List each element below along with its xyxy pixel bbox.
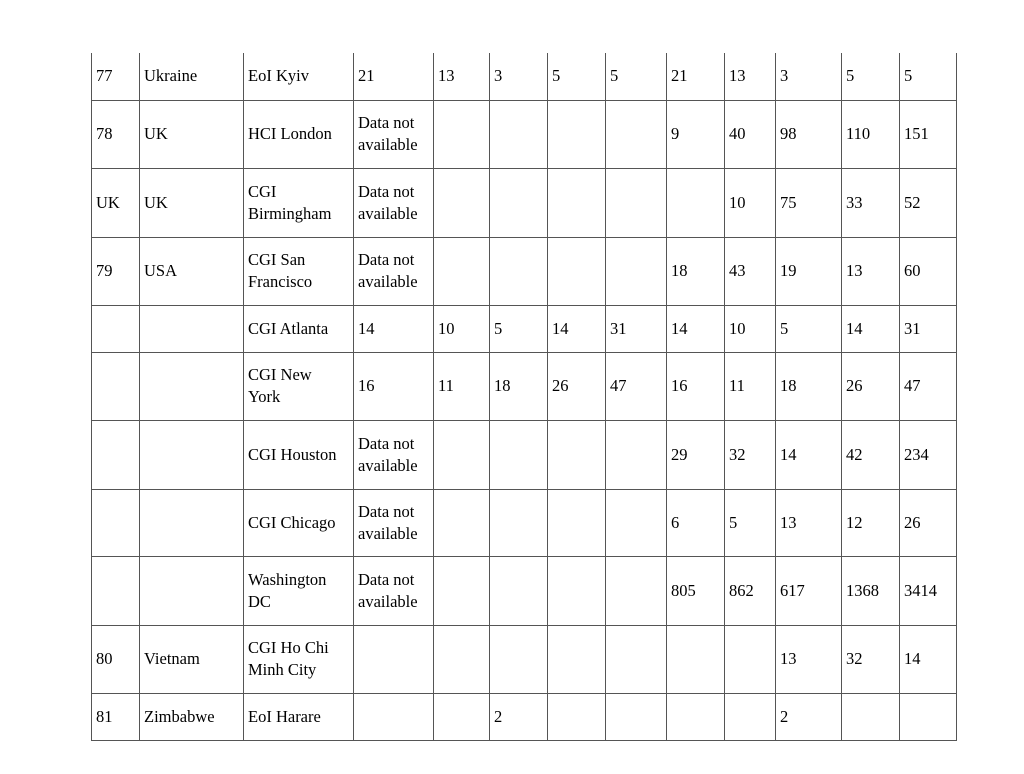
table-cell: Data not available (354, 168, 434, 237)
table-cell (548, 693, 606, 740)
table-cell (490, 168, 548, 237)
table-cell (434, 168, 490, 237)
table-cell: 5 (900, 53, 957, 100)
table-cell: 18 (667, 237, 725, 305)
table-cell (434, 489, 490, 556)
table-body (92, 53, 957, 740)
table-cell: 617 (776, 556, 842, 625)
table-cell (92, 489, 140, 556)
table-cell (490, 237, 548, 305)
table-cell: 18 (490, 352, 548, 420)
data-table (91, 53, 957, 741)
table-cell: 42 (842, 420, 900, 489)
table-cell (140, 305, 244, 352)
table-cell (92, 305, 140, 352)
table-cell: 13 (776, 625, 842, 693)
table-cell: 1368 (842, 556, 900, 625)
table-cell (606, 556, 667, 625)
table-cell (548, 420, 606, 489)
table-cell: Data not available (354, 420, 434, 489)
table-cell: 79 (92, 237, 140, 305)
table-cell (490, 489, 548, 556)
table-row (92, 352, 957, 420)
table-cell: 81 (92, 693, 140, 740)
table-cell (548, 168, 606, 237)
table-cell: 14 (548, 305, 606, 352)
table-row (92, 100, 957, 168)
table-cell (842, 693, 900, 740)
table-cell: 19 (776, 237, 842, 305)
table-row (92, 625, 957, 693)
table-cell: 21 (667, 53, 725, 100)
table-cell: 47 (900, 352, 957, 420)
table-cell: 98 (776, 100, 842, 168)
table-cell (667, 693, 725, 740)
table-cell (434, 237, 490, 305)
table-cell: 6 (667, 489, 725, 556)
table-cell (606, 489, 667, 556)
table-cell: 60 (900, 237, 957, 305)
table-cell: 3414 (900, 556, 957, 625)
table-cell: 5 (842, 53, 900, 100)
table-cell: 26 (842, 352, 900, 420)
table-cell: 151 (900, 100, 957, 168)
table-cell: 14 (900, 625, 957, 693)
table-cell: 43 (725, 237, 776, 305)
table-cell (606, 237, 667, 305)
table-cell (900, 693, 957, 740)
table-cell (140, 489, 244, 556)
table-cell: 5 (606, 53, 667, 100)
table-row (92, 420, 957, 489)
table-cell (434, 625, 490, 693)
table-cell (606, 420, 667, 489)
table-cell: 16 (354, 352, 434, 420)
table-cell: 10 (725, 168, 776, 237)
table-cell: 13 (842, 237, 900, 305)
table-cell (725, 693, 776, 740)
table-cell: 31 (900, 305, 957, 352)
table-cell (548, 489, 606, 556)
table-cell: 5 (725, 489, 776, 556)
table-cell: 78 (92, 100, 140, 168)
table-cell: 110 (842, 100, 900, 168)
table-cell: 12 (842, 489, 900, 556)
table-cell (606, 625, 667, 693)
table-cell (548, 556, 606, 625)
table-cell: 9 (667, 100, 725, 168)
table-cell (434, 100, 490, 168)
table-cell: 80 (92, 625, 140, 693)
table-cell: CGI Chicago (244, 489, 354, 556)
table-cell (354, 693, 434, 740)
table-cell: 52 (900, 168, 957, 237)
table-cell: 33 (842, 168, 900, 237)
table-cell: EoI Kyiv (244, 53, 354, 100)
table-cell: 13 (434, 53, 490, 100)
table-cell: 21 (354, 53, 434, 100)
table-cell (140, 556, 244, 625)
table-cell: 32 (842, 625, 900, 693)
table-cell (140, 420, 244, 489)
table-row (92, 53, 957, 100)
table-cell (92, 556, 140, 625)
table-cell: 14 (842, 305, 900, 352)
table-cell (606, 100, 667, 168)
table-row (92, 693, 957, 740)
table-cell (140, 352, 244, 420)
table-cell: 40 (725, 100, 776, 168)
table-cell: UK (140, 100, 244, 168)
table-cell: 10 (434, 305, 490, 352)
table-cell (354, 625, 434, 693)
table-cell: 18 (776, 352, 842, 420)
table-cell: Data not available (354, 556, 434, 625)
table-cell: CGI Ho Chi Minh City (244, 625, 354, 693)
table-cell: Data not available (354, 100, 434, 168)
table-cell: 14 (776, 420, 842, 489)
table-cell (606, 168, 667, 237)
table-cell: 13 (776, 489, 842, 556)
table-cell: Data not available (354, 489, 434, 556)
table-cell: 47 (606, 352, 667, 420)
table-cell: Data not available (354, 237, 434, 305)
table-cell: Ukraine (140, 53, 244, 100)
table-cell: 2 (776, 693, 842, 740)
table-cell: 16 (667, 352, 725, 420)
table-row (92, 305, 957, 352)
table-cell (548, 625, 606, 693)
table-cell: 805 (667, 556, 725, 625)
table-cell: 3 (776, 53, 842, 100)
table-cell: 29 (667, 420, 725, 489)
table-cell (434, 420, 490, 489)
table-cell (548, 100, 606, 168)
table-cell (490, 100, 548, 168)
table-cell: 5 (548, 53, 606, 100)
table-cell: UK (92, 168, 140, 237)
table-cell: CGI Birmingham (244, 168, 354, 237)
table-cell: 11 (434, 352, 490, 420)
table-cell: 10 (725, 305, 776, 352)
table-cell: HCI London (244, 100, 354, 168)
table-cell: 26 (900, 489, 957, 556)
table-cell: CGI Houston (244, 420, 354, 489)
table-cell: 862 (725, 556, 776, 625)
table-cell: CGI San Francisco (244, 237, 354, 305)
table-cell: 3 (490, 53, 548, 100)
table-cell: 26 (548, 352, 606, 420)
table-cell: Washington DC (244, 556, 354, 625)
table-row (92, 237, 957, 305)
table-cell (434, 556, 490, 625)
table-cell: Zimbabwe (140, 693, 244, 740)
table-cell: 2 (490, 693, 548, 740)
table-cell (606, 693, 667, 740)
table-row (92, 489, 957, 556)
table-row (92, 556, 957, 625)
table-cell: 31 (606, 305, 667, 352)
table-cell: 32 (725, 420, 776, 489)
table-cell: 5 (776, 305, 842, 352)
table-cell (548, 237, 606, 305)
table-cell (92, 352, 140, 420)
table-cell (92, 420, 140, 489)
table-cell: 11 (725, 352, 776, 420)
table-cell: CGI New York (244, 352, 354, 420)
table-cell: 75 (776, 168, 842, 237)
table-cell: 234 (900, 420, 957, 489)
table-cell: CGI Atlanta (244, 305, 354, 352)
table-row (92, 168, 957, 237)
table-cell: USA (140, 237, 244, 305)
table-cell: 13 (725, 53, 776, 100)
table-cell (490, 420, 548, 489)
table-cell (667, 168, 725, 237)
table-cell: 14 (354, 305, 434, 352)
table-cell: UK (140, 168, 244, 237)
table-cell (490, 625, 548, 693)
table-cell (725, 625, 776, 693)
table-cell: Vietnam (140, 625, 244, 693)
table-cell: 14 (667, 305, 725, 352)
table-cell (667, 625, 725, 693)
table-cell (434, 693, 490, 740)
table-cell: 5 (490, 305, 548, 352)
table-cell: 77 (92, 53, 140, 100)
table-cell: EoI Harare (244, 693, 354, 740)
table-cell (490, 556, 548, 625)
